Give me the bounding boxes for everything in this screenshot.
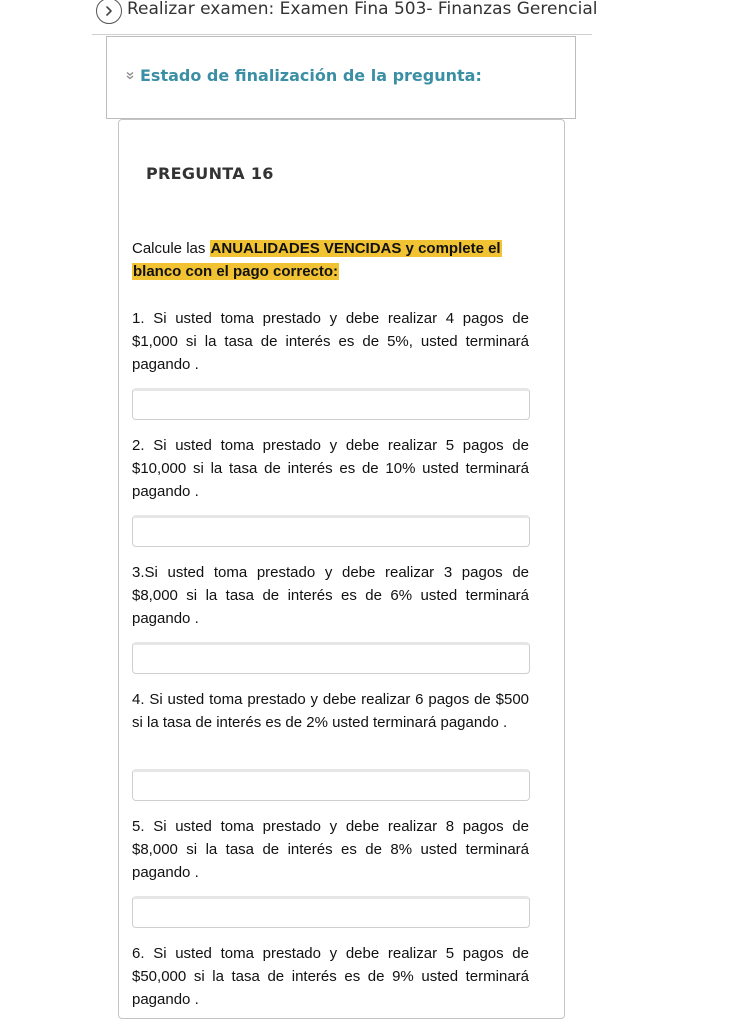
instructions-prefix: Calcule las	[132, 240, 210, 257]
top-bar	[0, 0, 732, 32]
completion-status-toggle[interactable]	[125, 66, 482, 85]
question-instructions	[132, 237, 529, 283]
answer-input-3[interactable]	[132, 642, 530, 674]
answer-input-1[interactable]	[132, 388, 530, 420]
question-item-5: 5. Si usted toma prestado y debe realizar 8 pagos de $8,000 si la tasa de interés es de 8% usted terminará pagando .	[132, 818, 529, 881]
question-item-4: 4. Si usted toma prestado y debe realizar 6 pagos de $500 si la tasa de interés es de 2% usted terminará pagando .	[132, 691, 529, 731]
chevron-right-icon[interactable]	[96, 0, 122, 24]
instructions-highlight-2: blanco con el pago correcto:	[133, 263, 339, 280]
answer-input-5[interactable]	[132, 896, 530, 928]
question-item-3: 3.Si usted toma prestado y debe realizar 3 pagos de $8,000 si la tasa de interés es de 6% usted terminará pagando .	[132, 564, 529, 627]
page-title: Realizar examen: Examen Fina 503- Finanzas Gerencial	[127, 0, 598, 19]
answer-input-4[interactable]	[132, 769, 530, 801]
question-item-1: 1. Si usted toma prestado y debe realizar 4 pagos de $1,000 si la tasa de interés es de 5%, usted terminará pagando .	[132, 310, 529, 373]
question-item-6: 6. Si usted toma prestado y debe realizar 5 pagos de $50,000 si la tasa de interés es de 9% usted terminará pagando .	[132, 945, 529, 1008]
completion-status-label: Estado de finalización de la pregunta:	[140, 66, 482, 85]
instructions-highlight-1: ANUALIDADES VENCIDAS y complete el	[210, 240, 501, 257]
double-chevron-down-icon	[125, 71, 135, 81]
answer-input-2[interactable]	[132, 515, 530, 547]
question-item-2: 2. Si usted toma prestado y debe realizar 5 pagos de $10,000 si la tasa de interés es de 10% usted terminará pagando .	[132, 437, 529, 500]
divider	[92, 34, 592, 35]
completion-status-panel	[106, 36, 576, 119]
question-card	[118, 119, 565, 1019]
question-title: PREGUNTA 16	[146, 164, 274, 183]
